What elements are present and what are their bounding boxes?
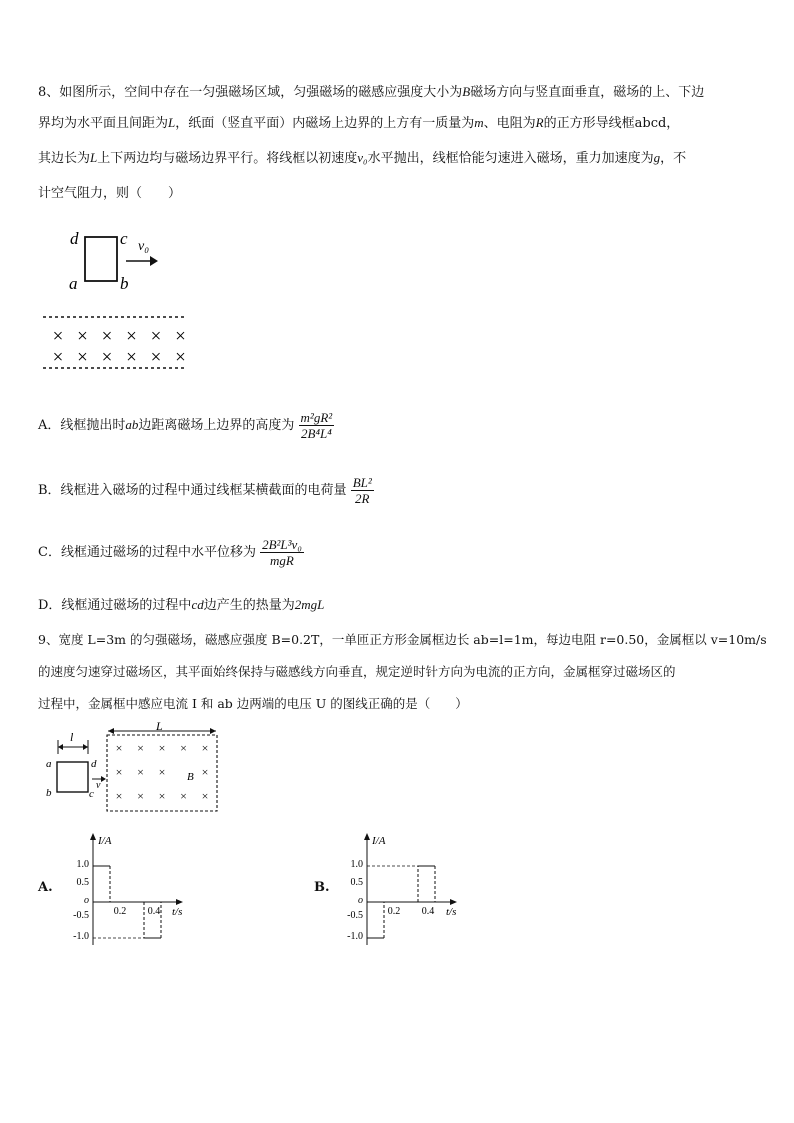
q9-graph-a-xtick-1: 0.2 [113, 906, 127, 917]
q9-fig-label-d: d [91, 758, 97, 770]
q9-graph-a-xlabel: t/s [172, 906, 183, 918]
q9-graph-b-xlabel: t/s [446, 906, 457, 918]
q9-graph-a-x-arrow [176, 899, 183, 905]
q9-graph-a-ylabel: I/A [98, 835, 112, 847]
field-cross: × [137, 741, 144, 755]
q9-graph-a-ytick-1: 1.0 [76, 859, 89, 870]
q9-fig-label-L: L [156, 722, 163, 733]
q9-fig-label-v: v [96, 780, 101, 791]
field-cross: × [201, 789, 209, 803]
field-cross: × [77, 326, 88, 347]
field-cross: × [175, 326, 186, 347]
field-cross: × [158, 765, 166, 779]
q9-graph-b-ytick-5: -1.0 [347, 931, 363, 942]
q8-fig-label-b: b [120, 274, 129, 293]
q9-fig-l-dim-arrow-right [83, 744, 88, 750]
field-cross: × [77, 347, 88, 368]
field-cross: × [137, 789, 144, 803]
q9-graph-b-ytick-1: 1.0 [350, 859, 363, 870]
q9-fig-label-B: B [187, 771, 194, 783]
field-cross: × [158, 741, 166, 755]
q9-fig-L-dim-arrow-right [210, 728, 216, 734]
q8-fig-label-a: a [69, 274, 78, 293]
q9-fig-label-c: c [89, 788, 94, 800]
q9-fig-label-b: b [46, 787, 52, 799]
q9-graph-b-ylabel: I/A [372, 835, 386, 847]
q8-option-d[interactable]: D．线框通过磁场的过程中cd边产生的热量为2mgL [38, 597, 325, 613]
field-cross: × [126, 326, 137, 347]
field-cross: × [201, 741, 209, 755]
field-cross: × [180, 789, 187, 803]
q9-graph-b-ytick-3: o [358, 895, 363, 906]
q8-figure [38, 225, 208, 375]
q9-line-2: 的速度匀速穿过磁场区，其平面始终保持与磁感线方向垂直，规定逆时针方向为电流的正方向，金属框穿过磁场区的 [38, 664, 676, 679]
q8-option-c-fraction: $\frac{\text{2B²L³v₀}}{\text{mgR}}$ [262, 537, 302, 568]
field-cross: × [201, 765, 209, 779]
field-cross: × [101, 347, 113, 368]
q9-figure [40, 722, 230, 817]
field-cross: × [101, 326, 113, 347]
q8-option-b-fraction: $\frac{\text{BL²}}{2R}$ [352, 475, 372, 506]
field-cross: × [158, 789, 166, 803]
q8-fig-label-v0: v₀ [138, 239, 150, 254]
q9-option-a-label[interactable]: A. [38, 880, 53, 895]
q9-graph-a-ytick-4: -0.5 [73, 910, 89, 921]
q9-graph-b-x-arrow [450, 899, 457, 905]
field-cross: × [115, 789, 123, 803]
field-cross: × [115, 765, 123, 779]
q9-fig-label-a: a [46, 758, 52, 770]
field-cross: × [150, 347, 162, 368]
q8-fig-arrowhead [150, 256, 158, 266]
q8-option-a[interactable]: A．线框抛出时ab边距离磁场上边界的高度为 $\frac{\text{m²gR²}}{\text{2B⁴L⁴}}$ [38, 410, 333, 441]
q8-option-b[interactable]: B．线框进入磁场的过程中通过线框某横截面的电荷量 $\frac{\text{BL²}}{2R}$ [38, 475, 372, 506]
q8-option-c[interactable]: C．线框通过磁场的过程中水平位移为 $\frac{\text{2B²L³v₀}}{\text{mgR}}$ [38, 537, 302, 568]
q9-option-b-label[interactable]: B. [314, 880, 330, 895]
q8-line-2: 界均为水平面且间距为L，纸面（竖直平面）内磁场上边界的上方有一质量为m、电阻为R的正方形导线框abcd， [38, 115, 680, 131]
q8-line-1: 8、如图所示，空间中存在一匀强磁场区域，匀强磁场的磁感应强度大小为B磁场方向与竖直面垂直，磁场的上、下边 [38, 84, 705, 100]
q9-graph-b-ytick-4: -0.5 [347, 910, 363, 921]
q9-fig-label-l: l [70, 730, 74, 744]
q9-fig-square-frame [57, 762, 88, 792]
q8-fig-field-crosses [53, 326, 186, 368]
q9-graph-a[interactable] [60, 830, 200, 948]
q9-graph-b-xtick-2: 0.4 [421, 906, 435, 917]
field-cross: × [52, 326, 64, 347]
q8-fig-label-d: d [70, 229, 79, 248]
field-cross: × [150, 326, 162, 347]
q8-fig-label-c: c [120, 229, 128, 248]
q9-fig-velocity-arrowhead [101, 776, 106, 782]
q8-line-3: 其边长为L上下两边均与磁场边界平行。将线框以初速度v₀水平抛出，线框恰能匀速进入磁场，重力加速度为g，不 [38, 150, 687, 166]
q9-graph-a-y-arrow [90, 833, 96, 840]
q8-fig-square-frame [85, 237, 117, 281]
field-cross: × [52, 347, 64, 368]
field-cross: × [137, 765, 144, 779]
field-cross: × [126, 347, 137, 368]
q9-fig-field-crosses [116, 741, 209, 803]
field-cross: × [115, 741, 123, 755]
q9-graph-a-ytick-2: 0.5 [76, 877, 89, 888]
q8-option-a-fraction: $\frac{\text{m²gR²}}{\text{2B⁴L⁴}}$ [300, 410, 333, 441]
q9-line-3: 过程中，金属框中感应电流 I 和 ab 边两端的电压 U 的图线正确的是（ ） [38, 696, 468, 711]
q9-graph-b-xtick-1: 0.2 [387, 906, 401, 917]
q9-graph-a-ytick-3: o [84, 895, 89, 906]
q9-graph-a-ytick-5: -1.0 [73, 931, 89, 942]
q8-line-4: 计空气阻力，则（ ） [38, 186, 182, 201]
q9-graph-a-xtick-2: 0.4 [147, 906, 161, 917]
q9-graph-b-y-arrow [364, 833, 370, 840]
q9-graph-b[interactable] [334, 830, 474, 948]
field-cross: × [175, 347, 186, 368]
q9-graph-b-ytick-2: 0.5 [350, 877, 363, 888]
field-cross: × [180, 741, 187, 755]
q9-fig-L-dim-arrow-left [108, 728, 114, 734]
q9-line-1: 9、宽度 L=3m 的匀强磁场，磁感应强度 B=0.2T，一单匝正方形金属框边长 ab=l=1m，每边电阻 r=0.50，金属框以 v=10m/s [38, 632, 767, 647]
q9-fig-l-dim-arrow-left [58, 744, 63, 750]
